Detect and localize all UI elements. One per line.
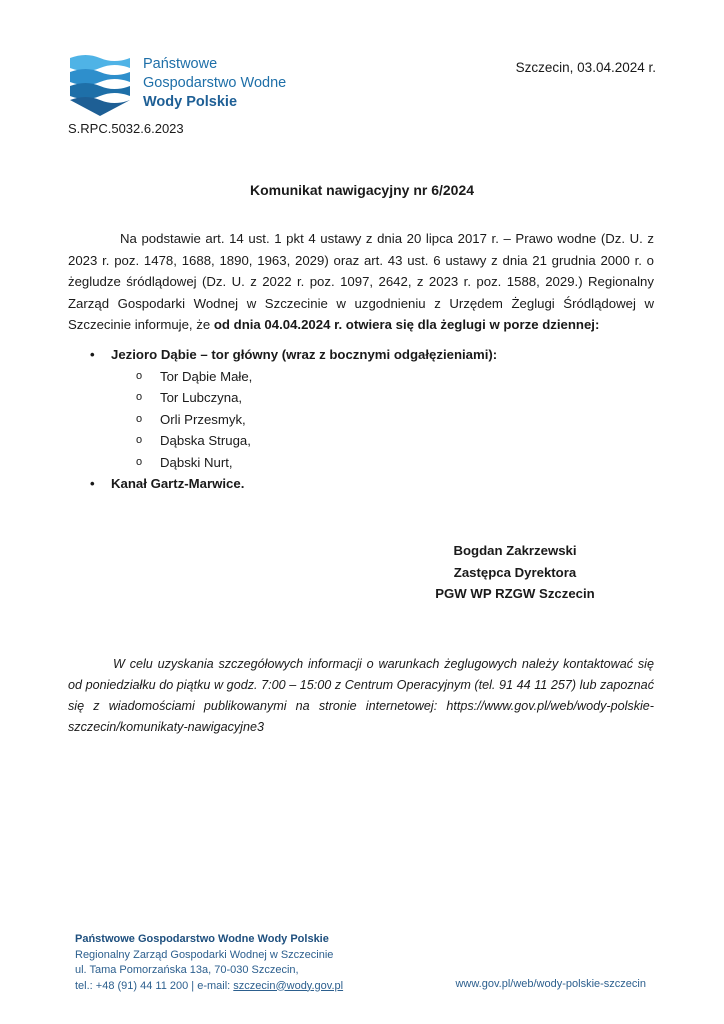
sub-list-item <box>68 387 497 409</box>
logo-line-2: Gospodarstwo Wodne <box>143 75 287 91</box>
waterway-list <box>68 344 497 495</box>
sub-list-item <box>68 409 497 431</box>
bullet-icon: • <box>90 347 95 362</box>
document-date: Szczecin, 03.04.2024 r. <box>515 60 656 75</box>
footer-email-link[interactable]: szczecin@wody.gov.pl <box>233 979 344 992</box>
sub-list-item <box>68 452 497 474</box>
list-item <box>68 344 497 366</box>
list-item-label: Kanał Gartz-Marwice. <box>111 476 245 491</box>
circle-bullet-icon: o <box>136 369 143 382</box>
circle-bullet-icon: o <box>136 434 143 446</box>
wody-polskie-logo <box>68 54 132 116</box>
footer-address: ul. Tama Pomorzańska 13a, 70-030 Szczecin, <box>75 964 299 976</box>
sub-list-item-label: Dąbska Struga, <box>160 433 251 448</box>
sub-list-item-label: Tor Lubczyna, <box>160 390 243 405</box>
sub-list-item-label: Dąbski Nurt, <box>160 454 233 470</box>
sub-list-item <box>68 366 497 388</box>
footer-website-link[interactable]: www.gov.pl/web/wody-polskie-szczecin <box>455 978 646 990</box>
paragraph-text: Na podstawie art. 14 ust. 1 pkt 4 ustawy z dnia 20 lipca 2017 r. – Prawo wodne (Dz. U. z 2023 r. poz. 1478, 1688, 1890, 1963, 2029) oraz art. 43 ust. 6 ustawy z dnia 21 grudnia 2000 r. o żegludze śródlądowej (Dz. U. z 2022 r. poz. 1097, 2642, z 2023 r. poz. 1588, 2029.) Regionalny Zarząd Gospodarki Wodnej w Szczecinie w uzgodnieniu z Urzędem Żeglugi Śródlądowej w Szczecinie informuje, że <box>68 231 654 332</box>
signature-block <box>400 540 630 605</box>
circle-bullet-icon: o <box>136 391 143 403</box>
sub-list-item <box>68 430 497 452</box>
circle-bullet-icon: o <box>136 455 143 468</box>
footer-phone-email <box>75 979 343 995</box>
sub-list-item-label: Orli Przesmyk, <box>160 411 246 427</box>
signatory-name: Bogdan Zakrzewski <box>453 543 577 558</box>
signatory-role: Zastępca Dyrektora <box>453 564 577 580</box>
logo-wordmark <box>143 55 286 112</box>
circle-bullet-icon: o <box>136 412 143 425</box>
signatory-unit: PGW WP RZGW Szczecin <box>435 586 595 601</box>
main-paragraph <box>68 228 654 336</box>
info-text: W celu uzyskania szczegółowych informacji o warunkach żeglugowych należy kontaktować się od poniedziałku do piątku w godz. 7:00 – 15:00 z Centrum Operacyjnym (tel. 91 44 11 257) lub zapoznać się z wiadomościami publikowanymi na stronie internetowej: https://www.gov.pl/web/wody-polskie-szczecin/komunikaty-nawigacyjne3 <box>68 657 654 734</box>
footer-contact <box>75 932 343 994</box>
info-paragraph <box>68 654 654 738</box>
reference-number: S.RPC.5032.6.2023 <box>68 121 184 136</box>
paragraph-bold: od dnia 04.04.2024 r. otwiera się dla żeglugi w porze dziennej: <box>213 317 600 332</box>
footer-phone: tel.: +48 (91) 44 11 200 | e-mail: <box>75 979 234 992</box>
footer-rzgw: Regionalny Zarząd Gospodarki Wodnej w Szczecinie <box>75 948 334 961</box>
bullet-icon: • <box>90 476 95 491</box>
list-item <box>68 473 497 495</box>
logo-line-3: Wody Polskie <box>143 94 238 110</box>
logo-line-1: Państwowe <box>143 56 218 72</box>
footer-org: Państwowe Gospodarstwo Wodne Wody Polskie <box>75 933 329 945</box>
document-title: Komunikat nawigacyjny nr 6/2024 <box>249 182 475 198</box>
list-item-label: Jezioro Dąbie – tor główny (wraz z bocznymi odgałęzieniami): <box>111 347 498 362</box>
sub-list-item-label: Tor Dąbie Małe, <box>160 368 253 384</box>
